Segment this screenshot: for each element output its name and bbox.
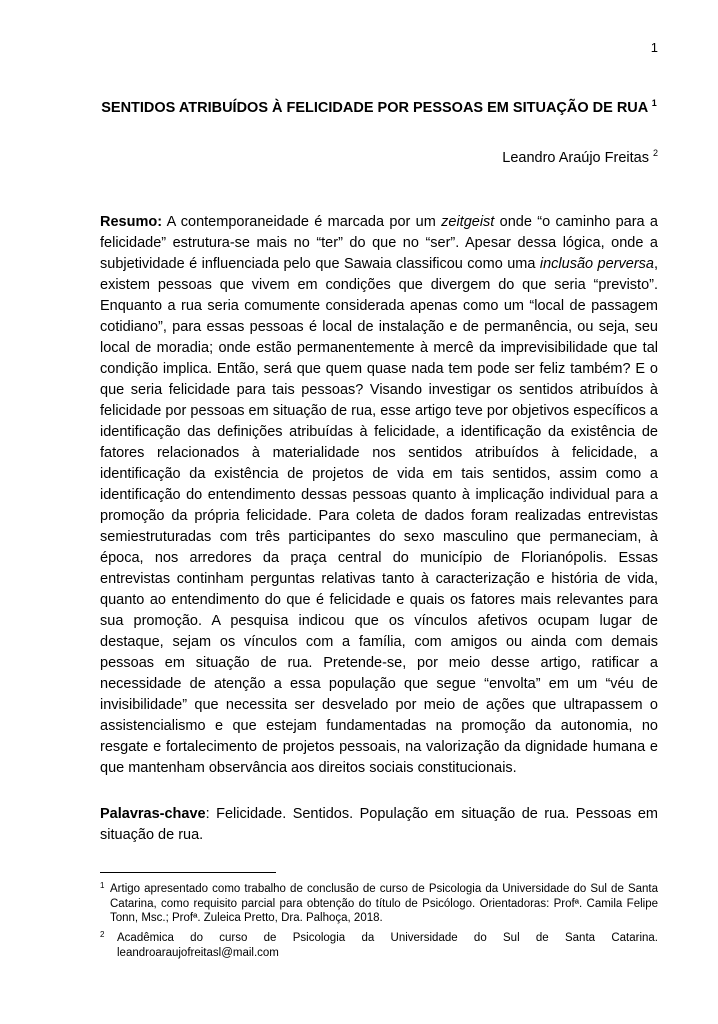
footnote-2-text: Acadêmica do curso de Psicologia da Universidade do Sul de Santa Catarina. leandroaraujofreitasl@mail.com [117,932,658,959]
author-name: Leandro Araújo Freitas [502,150,649,166]
footnote-1-mark: 1 [100,881,105,890]
page-number: 1 [650,40,658,55]
abstract-text-part-1: A contemporaneidade é marcada por um [162,214,442,230]
keywords-label: Palavras-chave [100,806,206,822]
title-footnote-mark: 1 [651,98,657,109]
footnote-divider [100,872,276,873]
abstract-text-part-3: , existem pessoas que vivem em condições que divergem do que seria “previsto”. Enquanto a rua seria comumente considerada apenas como um “local de passagem cotidiano”, para essas pessoas é local de instalação e de permanência, ou seja, seu local de moradia; onde estão permanentemente à mercê da imprevisibilidade que tal condição implica. Então, será que quem quase nada tem pode ser feliz também? E o que seria felicidade para tais pessoas? Visando investigar os sentidos atribuídos à felicidade por pessoas em situação de rua, esse artigo teve por objetivos específicos a identificação das definições atribuídas à felicidade, a identificação da existência de fatores relacionados à materialidade nos sentidos atribuídos à felicidade, a identificação da existência de projetos de vida em tais sentidos, assim como a identificação do entendimento dessas pessoas quanto à implicação individual para a promoção da própria felicidade. Para coleta de dados foram realizadas entrevistas semiestruturadas com três participantes do sexo masculino que permaneciam, à época, nos arredores da praça central do município de Florianópolis. Essas entrevistas continham perguntas relativas tanto à caracterização e história de vida, quanto ao entendimento do que é felicidade e quais os fatores mais relevantes para sua promoção. A pesquisa indicou que os vínculos afetivos ocupam lugar de destaque, sejam os vínculos com a família, com amigos ou ainda com demais pessoas em situação de rua. Pretende-se, por meio desse artigo, ratificar a necessidade de atenção a essa população que segue “envolta” em um “véu de invisibilidade” que necessita ser desvelado por meio de ações que ultrapassem o assistencialismo e que estejam fundamentadas na promoção da autonomia, no resgate e fortalecimento de projetos pessoais, na valorização da dignidade humana e que mantenham observância aos direitos sociais constitucionais. [100,256,658,776]
abstract-emphasis-inclusao: inclusão perversa [539,256,654,272]
abstract-emphasis-zeitgeist: zeitgeist [441,214,495,230]
footnote-1 [100,882,658,926]
author-footnote-mark: 2 [652,148,658,159]
author-line [100,150,658,166]
document-title [100,98,658,119]
footnote-1-text: Artigo apresentado como trabalho de conclusão de curso de Psicologia da Universidade do Sul de Santa Catarina, como requisito parcial para obtenção do título de Psicólogo. Orientadoras: Profª. Camila Felipe Tonn, Msc.; Profª. Zuleica Pretto, Dra. Palhoça, 2018. [110,883,658,924]
abstract [100,212,658,779]
abstract-label: Resumo: [100,214,163,230]
keywords-text: : Felicidade. Sentidos. População em situação de rua. Pessoas em situação de rua. [100,806,658,843]
abstract-text-part-2: onde “o caminho para a felicidade” estrutura-se mais no “ter” do que no “ser”. Apesar dessa lógica, onde a subjetividade é influenciada pelo que Sawaia classificou como uma [100,214,658,272]
title-text: SENTIDOS ATRIBUÍDOS À FELICIDADE POR PESSOAS EM SITUAÇÃO DE RUA [101,100,648,116]
footnote-2-mark: 2 [100,930,105,939]
keywords [100,804,658,846]
footnote-2 [100,931,658,960]
